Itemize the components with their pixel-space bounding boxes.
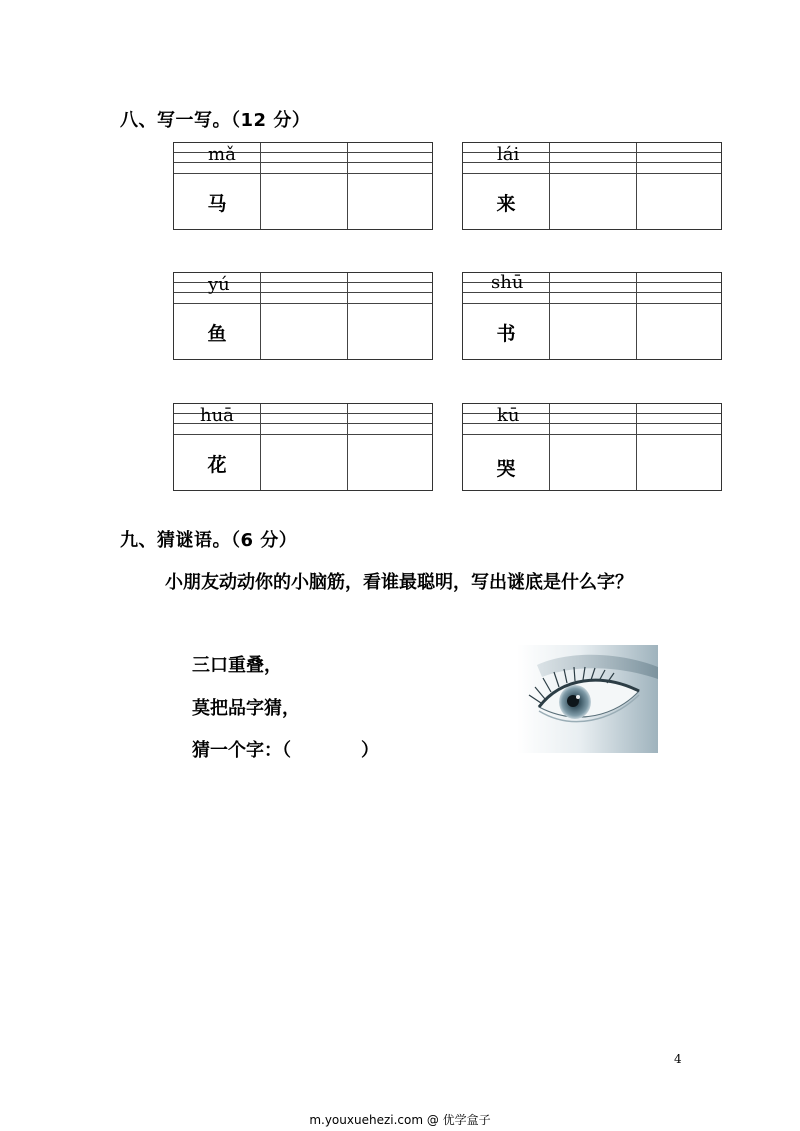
pinyin-label: kū <box>497 405 520 426</box>
section-9-title: 九、猜谜语。（6 分） <box>120 530 298 551</box>
pinyin-label: lái <box>497 144 520 165</box>
writing-box-hua <box>173 403 433 491</box>
eye-image <box>517 645 658 753</box>
answer-suffix: ） <box>361 740 379 761</box>
pinyin-label: shū <box>491 272 524 293</box>
character-label: 花 <box>207 454 227 476</box>
character-label: 鱼 <box>207 323 227 345</box>
pinyin-label: huā <box>200 405 234 426</box>
writing-box-shu <box>462 272 722 360</box>
pinyin-label: yú <box>208 274 230 295</box>
character-label: 来 <box>496 193 516 215</box>
riddle-line-2: 莫把品字猜， <box>192 698 300 719</box>
writing-box-ku <box>462 403 722 491</box>
section-8-title: 八、写一写。（12 分） <box>120 110 311 131</box>
riddle-instruction: 小朋友动动你的小脑筋，看谁最聪明，写出谜底是什么字？ <box>165 572 633 593</box>
footer-watermark: m.youxuehezi.com @ 优学盒子 <box>309 1113 491 1127</box>
character-label: 马 <box>207 193 227 215</box>
page-number: 4 <box>674 1052 682 1066</box>
answer-prefix: 猜一个字：（ <box>192 740 291 761</box>
riddle-line-1: 三口重叠， <box>192 655 282 676</box>
writing-box-lai <box>462 142 722 230</box>
writing-box-ma <box>173 142 433 230</box>
riddle-line-3 <box>192 736 379 762</box>
character-label: 书 <box>496 323 516 345</box>
character-label: 哭 <box>496 458 516 480</box>
writing-box-yu <box>173 272 433 360</box>
pinyin-label: mǎ <box>208 144 236 165</box>
